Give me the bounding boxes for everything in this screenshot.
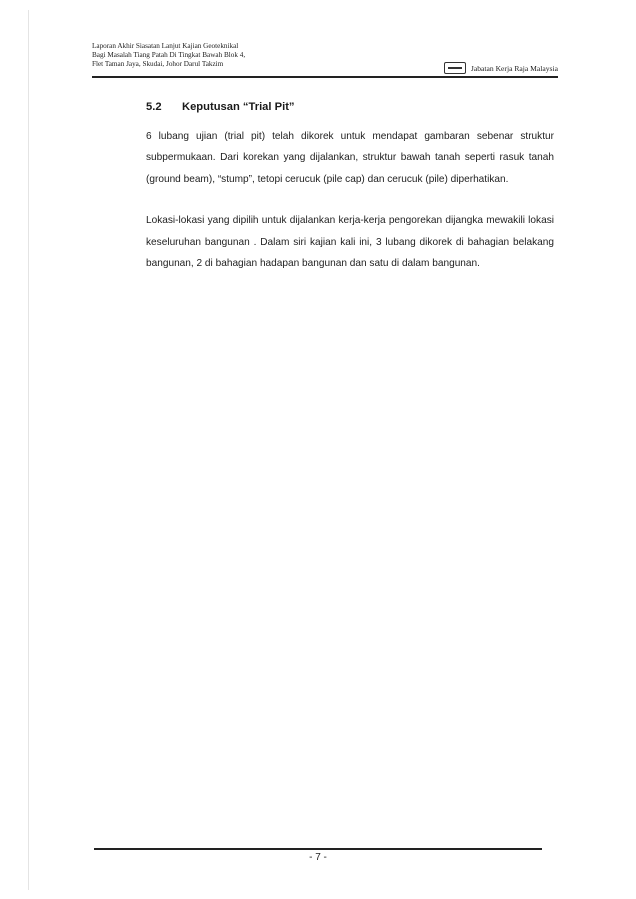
section-title: Keputusan “Trial Pit” <box>182 101 295 113</box>
department-block <box>444 62 558 74</box>
report-title-line-2: Bagi Masalah Tiang Patah Di Tingkat Bawah Blok 4, <box>92 51 246 60</box>
report-title-block <box>92 42 245 70</box>
header-rule <box>92 76 558 78</box>
department-name: Jabatan Kerja Raja Malaysia <box>470 63 558 73</box>
report-title-line-3: Flet Taman Jaya, Skudai, Johor Darul Takzim <box>92 60 224 69</box>
jkr-logo-icon <box>444 62 466 74</box>
section-heading <box>146 100 554 114</box>
page-number: - 7 - <box>309 852 327 863</box>
footer-rule <box>94 848 542 850</box>
page-header <box>92 42 558 78</box>
paragraph-locations: Lokasi-lokasi yang dipilih untuk dijalankan kerja-kerja pengorekan dijangka mewakili lokasi keseluruhan bangunan . Dalam siri kajian kali ini, 3 lubang dikorek di bahagian belakang bangunan, 2 di bahagian hadapan bangunan dan satu di dalam bangunan. <box>146 215 554 270</box>
scan-edge-line <box>28 10 29 890</box>
section-5-2 <box>146 100 554 294</box>
section-number: 5.2 <box>146 101 162 113</box>
paragraph-trial-pit: 6 lubang ujian (trial pit) telah dikorek untuk mendapat gambaran sebenar struktur subpermukaan. Dari korekan yang dijalankan, struktur bawah tanah seperti rasuk tanah (ground beam), “stump”, tetopi cerucuk (pile cap) dan cerucuk (pile) diperhatikan. <box>146 131 554 185</box>
report-title-line-1: Laporan Akhir Siasatan Lanjut Kajian Geoteknikal <box>92 42 239 50</box>
